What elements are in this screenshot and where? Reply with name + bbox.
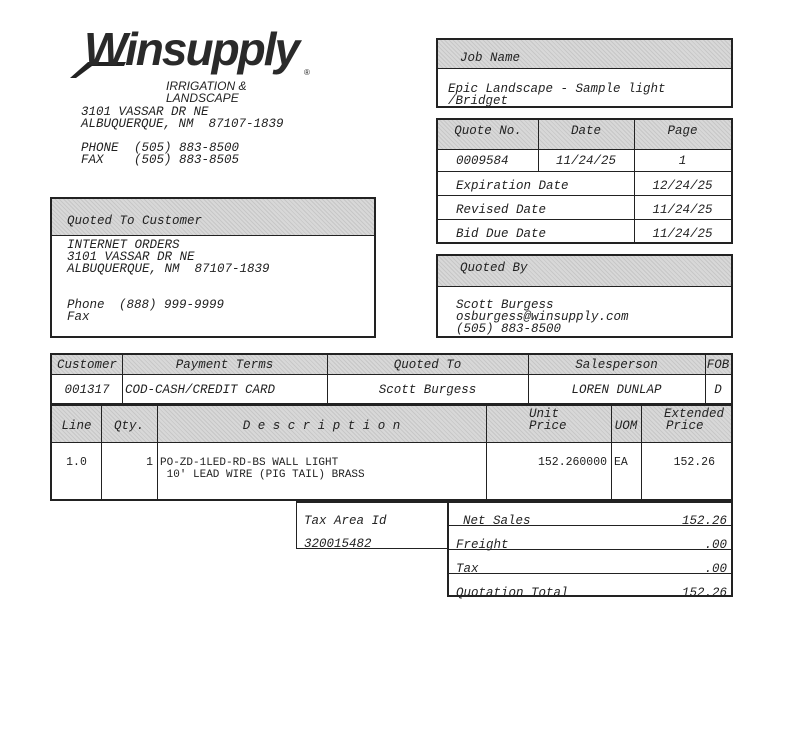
quoted-to-customer-label: Quoted To Customer [67,214,203,228]
expiration-date-label: Expiration Date [456,179,569,193]
page-header: Page [667,124,698,138]
tax-area-label: Tax Area Id [304,514,387,528]
page-value: 1 [678,154,687,168]
unit-price-header-1: Unit [529,407,560,421]
line-item-qty: 1 [146,456,153,469]
customer-phone-label: Phone [67,298,105,312]
payment-terms-value: COD-CASH/CREDIT CARD [125,383,276,397]
quote-info-box [436,118,733,244]
salesperson-value: LOREN DUNLAP [571,383,662,397]
customer-value: 001317 [64,383,110,397]
company-fax-label: FAX [81,153,104,167]
line-item-desc-line2: 10' LEAD WIRE (PIG TAIL) BRASS [160,469,365,481]
job-name-box [436,38,733,108]
salesperson-header: Salesperson [575,358,658,372]
company-phone-label: PHONE [81,141,119,155]
tax-label: Tax [456,562,479,576]
revised-date-value: 11/24/25 [652,203,713,217]
customer-phone: (888) 999-9999 [119,298,225,312]
qty-header: Qty. [113,419,144,433]
customer-line2: 3101 VASSAR DR NE [67,250,195,264]
date-value: 11/24/25 [555,154,616,168]
company-phone: (505) 883-8500 [134,141,240,155]
tax-value: .00 [704,562,727,576]
quoted-by-box [436,254,733,338]
uom-header: UOM [614,419,638,433]
logo-wordmark: Winsupply [84,23,299,75]
order-info-box [50,353,733,405]
quoted-to-value: Scott Burgess [378,383,477,397]
logo-subtitle: IRRIGATION & LANDSCAPE [166,79,247,105]
quotation-total-value: 152.26 [681,586,727,600]
job-name-value-line1: Epic Landscape - Sample light [448,82,666,96]
net-sales-value: 152.26 [681,514,727,528]
job-name-label: Job Name [460,51,521,65]
freight-label: Freight [456,538,509,552]
line-items-table [50,404,733,501]
unit-price-header-2: Price [529,419,567,433]
quoted-by-label: Quoted By [460,261,528,275]
company-address-line1: 3101 VASSAR DR NE [81,105,209,119]
description-header: D e s c r i p t i o n [242,419,401,433]
ext-price-header-1: Extended [664,407,725,421]
line-item-line: 1.0 [66,456,87,469]
revised-date-label: Revised Date [456,203,547,217]
tax-area-box [296,501,448,549]
date-header: Date [570,124,601,138]
quoted-by-email: osburgess@winsupply.com [456,310,629,324]
quoted-by-name: Scott Burgess [456,298,554,312]
line-item-uom: EA [614,456,628,469]
totals-box [447,501,733,600]
bid-due-date-label: Bid Due Date [456,227,547,241]
quoted-by-phone: (505) 883-8500 [456,322,562,336]
quote-no-header: Quote No. [454,124,522,138]
quoted-to-customer-box [50,197,376,338]
customer-line1: INTERNET ORDERS [67,238,180,252]
company-address-line2: ALBUQUERQUE, NM 87107-1839 [81,117,284,131]
quoted-to-header: Quoted To [393,358,462,372]
line-item-unit-price: 152.260000 [537,456,607,469]
job-name-value-line2: /Bridget [448,94,509,108]
line-item-ext-price: 152.26 [673,456,715,469]
expiration-date-value: 12/24/25 [652,179,713,193]
registered-mark: ® [304,68,310,77]
line-item-desc-line1: PO-ZD-1LED-RD-BS WALL LIGHT [160,457,339,469]
payment-terms-header: Payment Terms [175,358,274,372]
ext-price-header-2: Price [666,419,704,433]
customer-fax-label: Fax [67,310,90,324]
line-header: Line [61,419,92,433]
tax-area-value: 320015482 [304,537,372,551]
company-logo [68,23,318,105]
fob-header: FOB [706,358,730,372]
freight-value: .00 [704,538,727,552]
fob-value: D [714,383,722,397]
company-fax: (505) 883-8505 [134,153,240,167]
quote-no-value: 0009584 [456,154,509,168]
net-sales-label: Net Sales [463,514,531,528]
quotation-total-label: Quotation Total [456,586,569,600]
customer-line3: ALBUQUERQUE, NM 87107-1839 [67,262,270,276]
customer-header: Customer [56,358,117,372]
bid-due-date-value: 11/24/25 [652,227,713,241]
